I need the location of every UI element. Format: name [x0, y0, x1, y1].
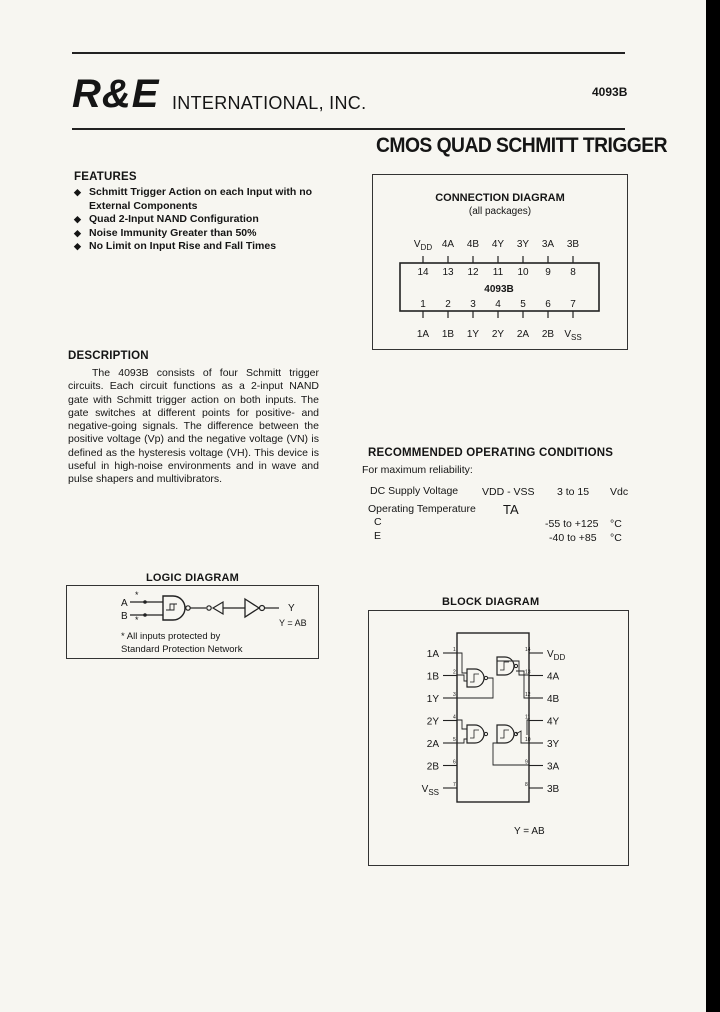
connection-diagram: [372, 174, 628, 350]
inverter-symbol: [245, 599, 259, 617]
top-pin-number: 9: [545, 267, 551, 278]
logic-drawing: [67, 586, 318, 658]
logic-diagram: [66, 585, 319, 659]
feature-item: ◆ Schmitt Trigger Action on each Input with no External Components: [74, 186, 334, 213]
left-pin-number: 5: [453, 737, 456, 743]
bottom-pin-label: 2B: [541, 329, 555, 340]
top-pin-number: 11: [492, 267, 504, 278]
block-wire: [457, 675, 467, 681]
block-drawing: [369, 611, 628, 865]
bottom-pin-number: 7: [570, 299, 576, 310]
left-pin-label: 2B: [426, 761, 439, 773]
gate-1: [467, 669, 484, 687]
block-wire: [457, 739, 467, 743]
connection-diagram-title: CONNECTION DIAGRAM: [435, 192, 565, 204]
feature-item: ◆ No Limit on Input Rise and Fall Times: [74, 240, 344, 254]
hysteresis-glyph: [166, 604, 177, 610]
gate-3: [497, 725, 514, 743]
block-diagram: [368, 610, 629, 866]
gate-4-bubble: [514, 664, 517, 667]
temp-symbol: TA: [503, 502, 519, 517]
right-pin-label: 4A: [547, 671, 560, 683]
logic-input-a: A: [121, 598, 128, 609]
top-pin-label: 3B: [566, 239, 580, 250]
block-diagram-heading: BLOCK DIAGRAM: [442, 596, 540, 608]
grade-c-unit: °C: [610, 518, 622, 530]
block-wire: [457, 653, 467, 673]
left-pin-number: 1: [453, 647, 456, 653]
supply-range: 3 to 15: [557, 486, 590, 498]
grade-e-unit: °C: [610, 532, 622, 544]
gate-2: [467, 725, 484, 743]
grade-c-name: C: [374, 516, 382, 528]
bottom-pin-label: $V_{SS}$: [564, 329, 582, 342]
gate-4-glyph: [500, 662, 509, 670]
roc-subheading: For maximum reliability:: [362, 464, 473, 476]
top-pin-label: 4Y: [491, 239, 505, 250]
gate-2-glyph: [470, 730, 479, 738]
gate-3-glyph: [500, 730, 509, 738]
bottom-pin-label: 1A: [416, 329, 430, 340]
right-pin-number: 8: [525, 782, 528, 788]
right-pin-number: 12: [525, 692, 531, 698]
block-pins: [422, 647, 566, 797]
feature-item: ◆ Noise Immunity Greater than 50%: [74, 227, 344, 241]
top-pin-label: 4A: [441, 239, 455, 250]
left-pin-label: 2Y: [426, 716, 439, 728]
top-rule: [72, 52, 625, 54]
right-pin-number: 13: [525, 669, 531, 676]
top-pin-label: 4B: [466, 239, 480, 250]
protect-star: *: [135, 615, 139, 625]
bottom-pin-number: 3: [470, 299, 476, 310]
bottom-pin-label: 2Y: [491, 329, 505, 340]
left-pin-number: 3: [453, 692, 456, 698]
top-pin-label: 3A: [541, 239, 555, 250]
chip-label: 4093B: [484, 284, 514, 295]
block-wire: [493, 743, 529, 765]
connection-diagram-subtitle: (all packages): [468, 206, 532, 217]
company-name: INTERNATIONAL, INC.: [172, 93, 367, 113]
right-pin-label: 4Y: [547, 716, 560, 728]
left-pin-number: 2: [453, 669, 456, 676]
bottom-pin-number: 1: [420, 299, 426, 310]
top-pin-label: 3Y: [516, 239, 530, 250]
block-gates: [457, 653, 529, 765]
right-pin-label: 3A: [547, 761, 560, 773]
bottom-pin-texts: [417, 299, 582, 342]
grade-e-range: -40 to +85: [549, 532, 597, 544]
block-wire: [457, 720, 467, 729]
left-pin-label: 1A: [426, 649, 439, 660]
left-pin-number: 6: [453, 759, 456, 766]
features-list: [74, 186, 344, 254]
dip-package-drawing: [373, 175, 627, 349]
bottom-pin-label: 1B: [441, 329, 455, 340]
description-heading: DESCRIPTION: [68, 350, 149, 362]
roc-heading: RECOMMENDED OPERATING CONDITIONS: [368, 447, 614, 459]
temp-label: Operating Temperature: [368, 503, 476, 515]
logic-note-1: * All inputs protected by: [121, 631, 221, 642]
top-pin-label: $V_{DD}$: [413, 239, 433, 252]
top-pin-number: 8: [570, 267, 576, 278]
right-pin-label: $V_{DD}$: [547, 649, 566, 662]
page-title: CMOS QUAD SCHMITT TRIGGER: [376, 134, 668, 157]
chip-body: [457, 633, 529, 802]
left-pin-label: $V_{SS}$: [421, 784, 439, 797]
top-pin-number: 12: [467, 267, 479, 278]
grade-c-range: -55 to +125: [545, 518, 599, 530]
bottom-pin-number: 6: [545, 299, 551, 310]
gate-4: [497, 657, 514, 675]
logic-output-y: Y: [288, 603, 295, 614]
bottom-pin-label: 1Y: [466, 329, 480, 340]
right-pin-number: 14: [525, 647, 531, 653]
right-pin-label: 4B: [547, 694, 560, 705]
bottom-pin-label: 2A: [516, 329, 530, 340]
top-pin-number: 13: [442, 267, 454, 278]
supply-label: DC Supply Voltage: [370, 485, 459, 497]
company-logo: R&E: [72, 72, 160, 116]
block-wire: [457, 678, 493, 698]
bottom-pin-number: 5: [520, 299, 526, 310]
header-rule: [72, 128, 625, 130]
logic-diagram-heading: LOGIC DIAGRAM: [146, 572, 240, 584]
grade-e-name: E: [374, 530, 382, 542]
gate-2-bubble: [484, 732, 487, 735]
block-equation: Y = AB: [514, 826, 545, 837]
right-pin-label: 3Y: [547, 739, 560, 750]
top-pin-texts: [414, 239, 580, 278]
right-pin-number: 9: [525, 759, 528, 766]
feature-item: ◆ Quad 2-Input NAND Configuration: [74, 213, 344, 227]
part-number: 4093B: [592, 85, 628, 99]
gate-1-glyph: [470, 674, 479, 682]
logic-equation: Y = AB: [279, 618, 307, 628]
right-pin-number: 10: [525, 737, 531, 743]
supply-unit: Vdc: [610, 486, 629, 498]
protect-star: *: [135, 590, 139, 600]
supply-symbol: VDD - VSS: [482, 486, 535, 498]
right-pin-number: 11: [525, 714, 531, 721]
left-pin-label: 1Y: [426, 694, 439, 705]
right-pin-label: 3B: [547, 784, 560, 795]
features-heading: FEATURES: [74, 171, 137, 183]
gate-1-bubble: [484, 676, 487, 679]
left-pin-label: 1B: [426, 671, 439, 683]
description-text: The 4093B consists of four Schmitt trigger circuits. Each circuit functions as a 2-input NAND gate with Schmitt trigger action on both inputs. The gate switches at different points for positive- and negative-going signals. The difference between the positive voltage (Vp) and the negative voltage (VN) is defined as the hysteresis voltage (VH). This device is useful in high-noise environments and in wave and pulse shapers and multivibrators.: [68, 367, 319, 486]
left-pin-label: 2A: [426, 739, 439, 750]
logic-input-b: B: [121, 611, 128, 622]
left-pin-number: 4: [453, 714, 456, 721]
top-pin-number: 14: [417, 267, 429, 278]
logic-note-2: Standard Protection Network: [121, 644, 243, 655]
bottom-pin-number: 2: [445, 299, 451, 310]
top-pin-number: 10: [517, 267, 529, 278]
bottom-pin-number: 4: [495, 299, 501, 310]
left-pin-number: 7: [453, 782, 456, 788]
